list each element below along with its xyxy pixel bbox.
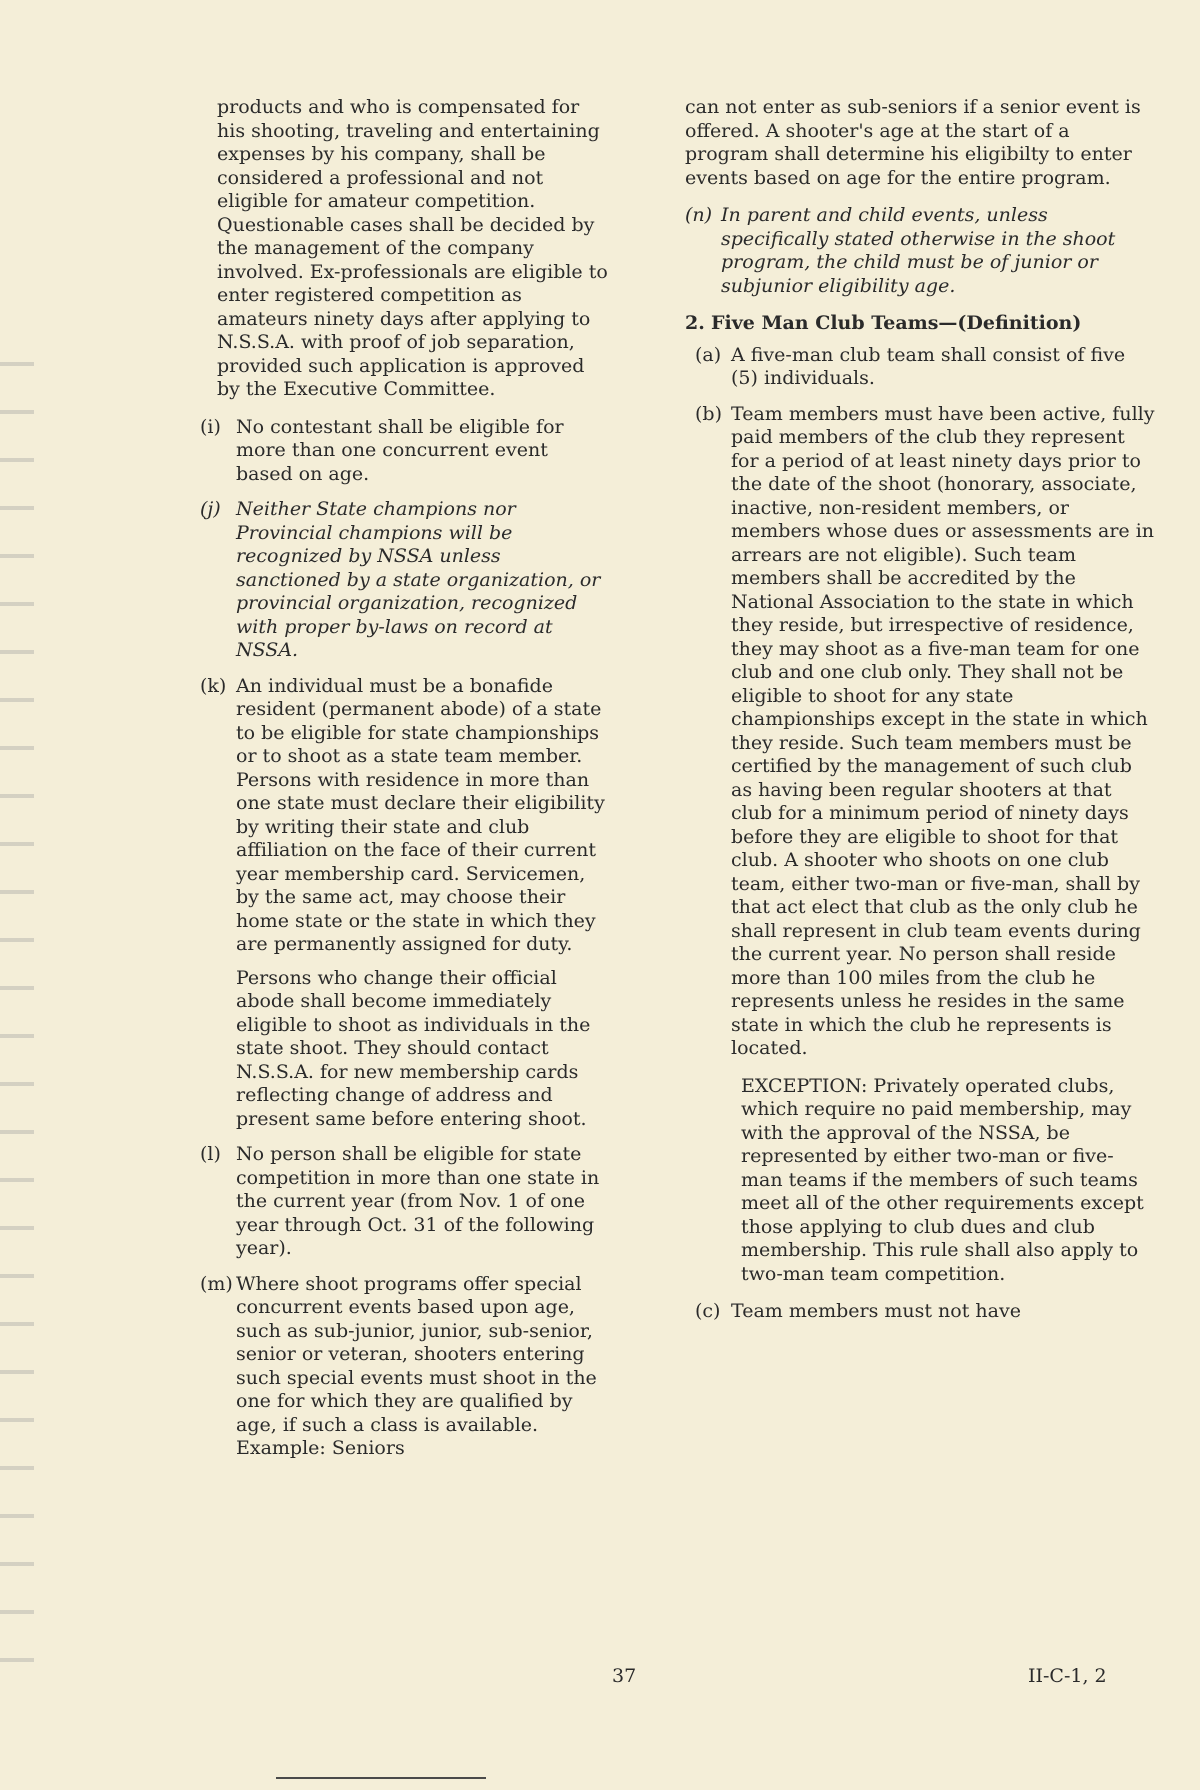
item-label: (a) [695,343,722,366]
rule-item-l [200,1143,610,1261]
rule-item-k [200,675,610,1132]
item-label: (c) [695,1300,721,1322]
item-label: (k) [200,674,227,697]
item-label: (n) [685,204,713,226]
item-text: A five-man club team shall consist of five (5) individuals. [731,343,1126,389]
section-title: Five Man Club Teams—(Definition) [711,312,1082,334]
section-number: 2. [685,312,705,334]
item-body [236,675,610,1132]
rule-item-a [695,344,1155,391]
rule-item-j [200,498,610,663]
item-text: Team members must have been active, fully paid members of the club they represent for a period of at least ninety days prior to the date of the shoot (honorary, associate, inactive, non-resident members, or members whose dues or assessments are in arrears are not eligible). Such team members shall be accredited by the National Association to the state in which they reside, but irrespective of residence, they may shoot as a five-man team for one club and one club only. They shall not be eligible to shoot for any state championships except in the state in which they reside. Such team members must be certified by the management of such club as having been regular shooters at that club for a minimum period of ninety days before they are eligible to shoot for that club. A shooter who shoots on one club team, either two-man or five-man, shall by that act elect that club as the only club he shall represent in club team events during the current year. No person shall reside more than 100 miles from the club he represents unless he resides in the same state in which the club he represents is located. [731,402,1155,1059]
item-label: (j) [200,498,221,520]
left-column [200,96,610,1473]
rule-item-b [695,403,1155,1061]
item-text: An individual must be a bonafide resident (permanent abode) of a state to be eligible for state championships or to shoot as a state team member. Persons with residence in more than one state must declare their eligibility by writing their state and club affiliation on the face of their current year membership card. Servicemen, by the same act, may choose their home state or the state in which they are permanently assigned for duty. [236,674,605,955]
rule-item-c [695,1300,1155,1324]
rule-item-m [200,1273,610,1461]
right-column [685,96,1155,1336]
rule-item-i [200,416,610,487]
exception-paragraph: EXCEPTION: Privately operated clubs, which require no paid membership, may with the approval of the NSSA, be represented by either two-man or five-man teams if the members of such teams meet all of the other requirements except those applying to club dues and club membership. This rule shall also apply to two-man team competition. [741,1074,1144,1285]
paragraph-h-continuation: products and who is compensated for his shooting, traveling and entertaining expenses by his company, shall be considered a professional and not eligible for amateur competition. Questionable cases shall be decided by the management of the company involved. Ex-professionals are eligible to enter registered competition as amateurs ninety days after applying to N.S.S.A. with proof of job separation, provided such application is approved by the Executive Committee. [217,96,608,400]
item-label: (m) [200,1272,233,1295]
section-heading [685,312,1155,336]
binding-edge-shadow [0,340,34,1680]
section-items [695,344,1155,1324]
item-text: No person shall be eligible for state competition in more than one state in the current year (from Nov. 1 of one year through Oct. 31 of the following year). [236,1143,600,1259]
section-reference: II-C-1, 2 [1028,1665,1107,1687]
item-label: (l) [200,1143,221,1165]
item-text: Where shoot programs offer special concurrent events based upon age, such as sub-junior, junior, sub-senior, senior or veteran, shooters entering such special events must shoot in the one for which they are qualified by age, if such a class is available. Example: Seniors [236,1272,597,1459]
bottom-rule [276,1777,486,1779]
item-label: (b) [695,402,722,425]
item-text: No contestant shall be eligible for more than one concurrent event based on age. [236,415,564,485]
rule-item-n [685,204,1155,298]
item-text: Neither State champions nor Provincial champions will be recognized by NSSA unless sanctioned by a state organization, or provincial organization, recognized with proper by-laws on record at NSSA. [236,498,601,661]
item-text: Team members must not have [731,1300,1021,1322]
item-text-second: Persons who change their official abode shall become immediately eligible to shoot as individuals in the state shoot. They should contact N.S.S.A. for new membership cards reflecting change of address and present same before entering shoot. [236,966,591,1130]
item-label: (i) [200,415,221,438]
paragraph-m-continuation: can not enter as sub-seniors if a senior event is offered. A shooter's age at the start of a program shall determine his eligibilty to enter events based on age for the entire program. [685,96,1141,189]
item-text: In parent and child events, unless specifically stated otherwise in the shoot program, the child must be of junior or subjunior eligibility age. [721,204,1116,297]
page-number: 37 [612,1665,637,1687]
